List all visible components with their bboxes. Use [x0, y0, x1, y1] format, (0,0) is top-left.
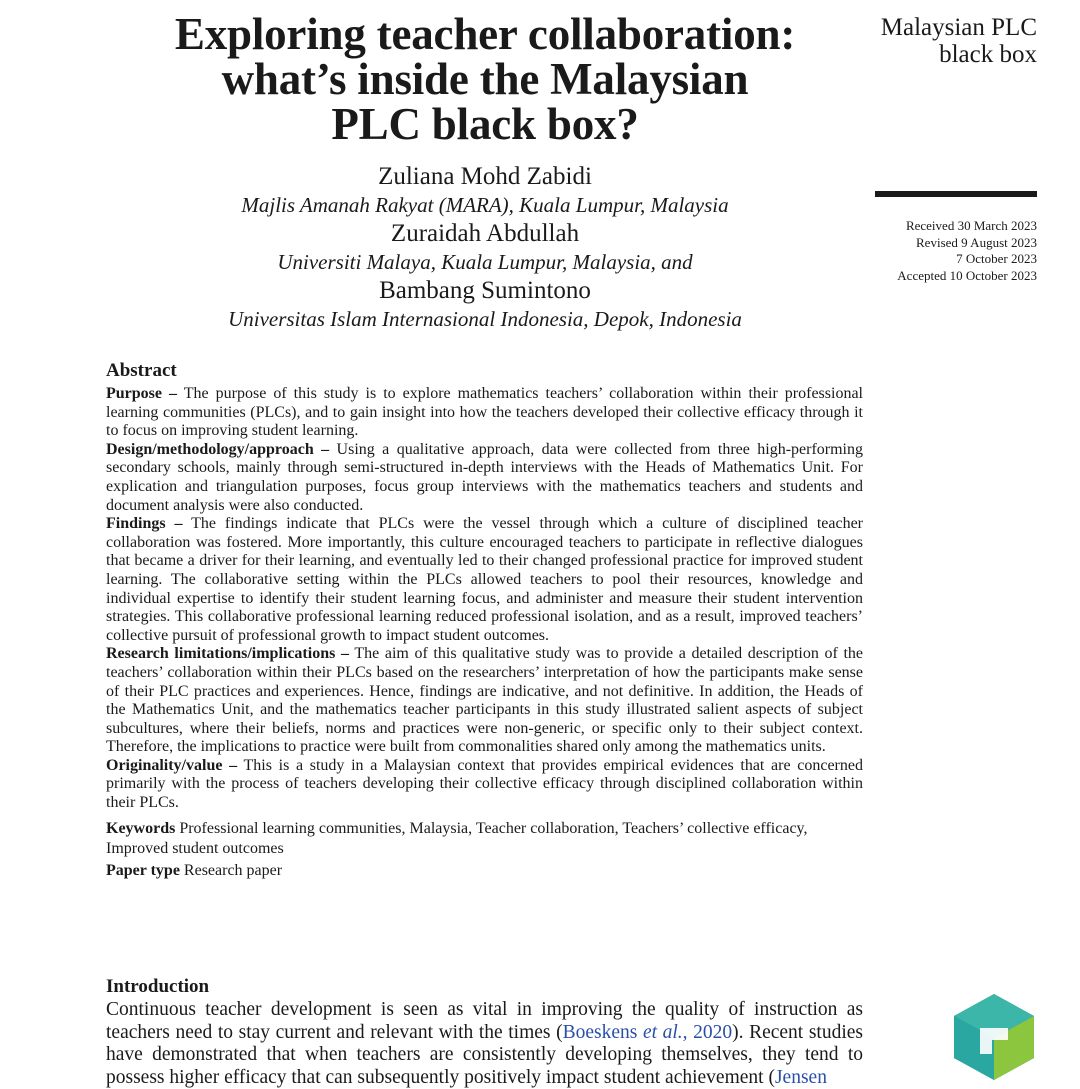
citation-link-jensen[interactable]: Jensen — [774, 1066, 827, 1088]
paper-type-text: Research paper — [183, 861, 283, 879]
author-affiliation: Universiti Malaya, Kuala Lumpur, Malaysia, and — [277, 250, 693, 274]
abstract-paper-type — [106, 862, 863, 881]
publisher-logo-icon — [950, 992, 1038, 1080]
title-line-1: Exploring teacher collaboration: — [174, 9, 796, 59]
title-line-3: PLC black box? — [331, 99, 639, 149]
findings-text: The findings indicate that PLCs were the vessel through which a culture of disciplined teacher collaboration was fostered. More importantly, this culture encouraged teachers to participate in reflective dialogues that became a driver for their learning, and eventually led to their changed professional practice for improved student learning. The collaborative setting within the PLCs allowed teachers to pool their resources, knowledge and individual expertise to identify their student learning focus, and administer and measure their student intervention strategies. This collaborative professional learning reduced professional isolation, and as a result, improved teachers’ collective pursuit of professional growth to impact student outcomes. — [106, 515, 863, 644]
keywords-label: Keywords — [106, 819, 176, 837]
abstract-heading: Abstract — [106, 360, 177, 381]
author-name: Bambang Sumintono — [379, 277, 591, 304]
introduction-paragraph — [106, 999, 863, 1089]
title-line-2: what’s inside the Malaysian — [221, 54, 749, 104]
abstract-originality — [106, 757, 863, 813]
header-rule — [875, 191, 1037, 197]
running-head — [881, 14, 1037, 68]
abstract-section — [106, 360, 863, 880]
author-name: Zuliana Mohd Zabidi — [378, 163, 592, 190]
article-dates — [897, 218, 1037, 284]
citation-link-boeskens[interactable] — [563, 1022, 733, 1043]
design-label: Design/methodology/approach – — [106, 440, 330, 458]
revised-date-2: 7 October 2023 — [956, 251, 1037, 266]
abstract-limitations — [106, 645, 863, 757]
introduction-section — [106, 975, 863, 1089]
abstract-design — [106, 441, 863, 515]
received-date: Received 30 March 2023 — [905, 218, 1037, 233]
originality-text: This is a study in a Malaysian context that provides empirical evidences that are concerned primarily with the process of teachers developing their collective efficacy through disciplined collaboration within their PLCs. — [106, 756, 863, 812]
limitations-label: Research limitations/implications – — [106, 645, 349, 663]
author-affiliation: Majlis Amanah Rakyat (MARA), Kuala Lumpur, Malaysia — [241, 193, 729, 217]
findings-label: Findings – — [106, 515, 183, 533]
revised-date: Revised 9 August 2023 — [916, 234, 1037, 250]
design-text: Using a qualitative approach, data were collected from three high-performing secondary schools, mainly through semi-structured in-depth interviews with the Heads of Mathematics Unit. For explication and triangulation purposes, focus group interviews with the mathematics teachers and students and document analysis were also conducted. — [106, 440, 863, 514]
cite-author: Boeskens — [562, 1021, 638, 1043]
running-head-line-1: Malaysian PLC — [880, 14, 1037, 41]
running-head-line-2: black box — [939, 41, 1037, 68]
purpose-text: The purpose of this study is to explore mathematics teachers’ collaboration within their professional learning communities (PLCs), and to gain insight into how the teachers developed their collective efficacy through it to focus on improving student learning. — [106, 385, 863, 440]
author-affiliation: Universitas Islam Internasional Indonesia, Depok, Indonesia — [228, 307, 742, 331]
cite-year: , 2020 — [682, 1021, 733, 1043]
author-name: Zuraidah Abdullah — [390, 220, 580, 247]
abstract-purpose — [106, 385, 863, 441]
paper-type-label: Paper type — [106, 861, 180, 879]
intro-text-1: Continuous teacher development is seen as vital in improving the quality of instruction as teachers need to stay current and relevant with the times ( — [106, 999, 863, 1043]
keywords-text: Professional learning communities, Malaysia, Teacher collaboration, Teachers’ collective efficacy, Improved student outcomes — [106, 819, 808, 857]
abstract-findings — [106, 515, 863, 645]
limitations-text: The aim of this qualitative study was to provide a detailed description of the teachers’ collaboration within their PLCs based on the researchers’ interpretation of how the participants make sense of their PLC practices and experiences. Hence, findings are indicative, and not definitive. In addition, the Heads of the Mathematics Unit, and the mathematics teacher participants in this study illustrated salient aspects of subject subcultures, where their beliefs, norms and practices were non-generic, or specific only to their subject context. Therefore, the implications to practice were built from commonalities shared only among the mathematics units. — [106, 645, 863, 756]
author-block — [110, 163, 860, 334]
purpose-label: Purpose – — [106, 385, 178, 402]
originality-label: Originality/value – — [106, 756, 238, 774]
abstract-keywords — [106, 819, 863, 859]
paper-title — [110, 9, 860, 149]
intro-text-2: ). Recent studies have demonstrated that when teachers are consistently developing themselves, they tend to possess higher efficacy that can subsequently positively impact student achievement ( — [106, 1021, 863, 1088]
accepted-date: Accepted 10 October 2023 — [897, 267, 1037, 283]
introduction-heading: Introduction — [106, 976, 210, 997]
cite-etal: et al. — [642, 1021, 683, 1043]
